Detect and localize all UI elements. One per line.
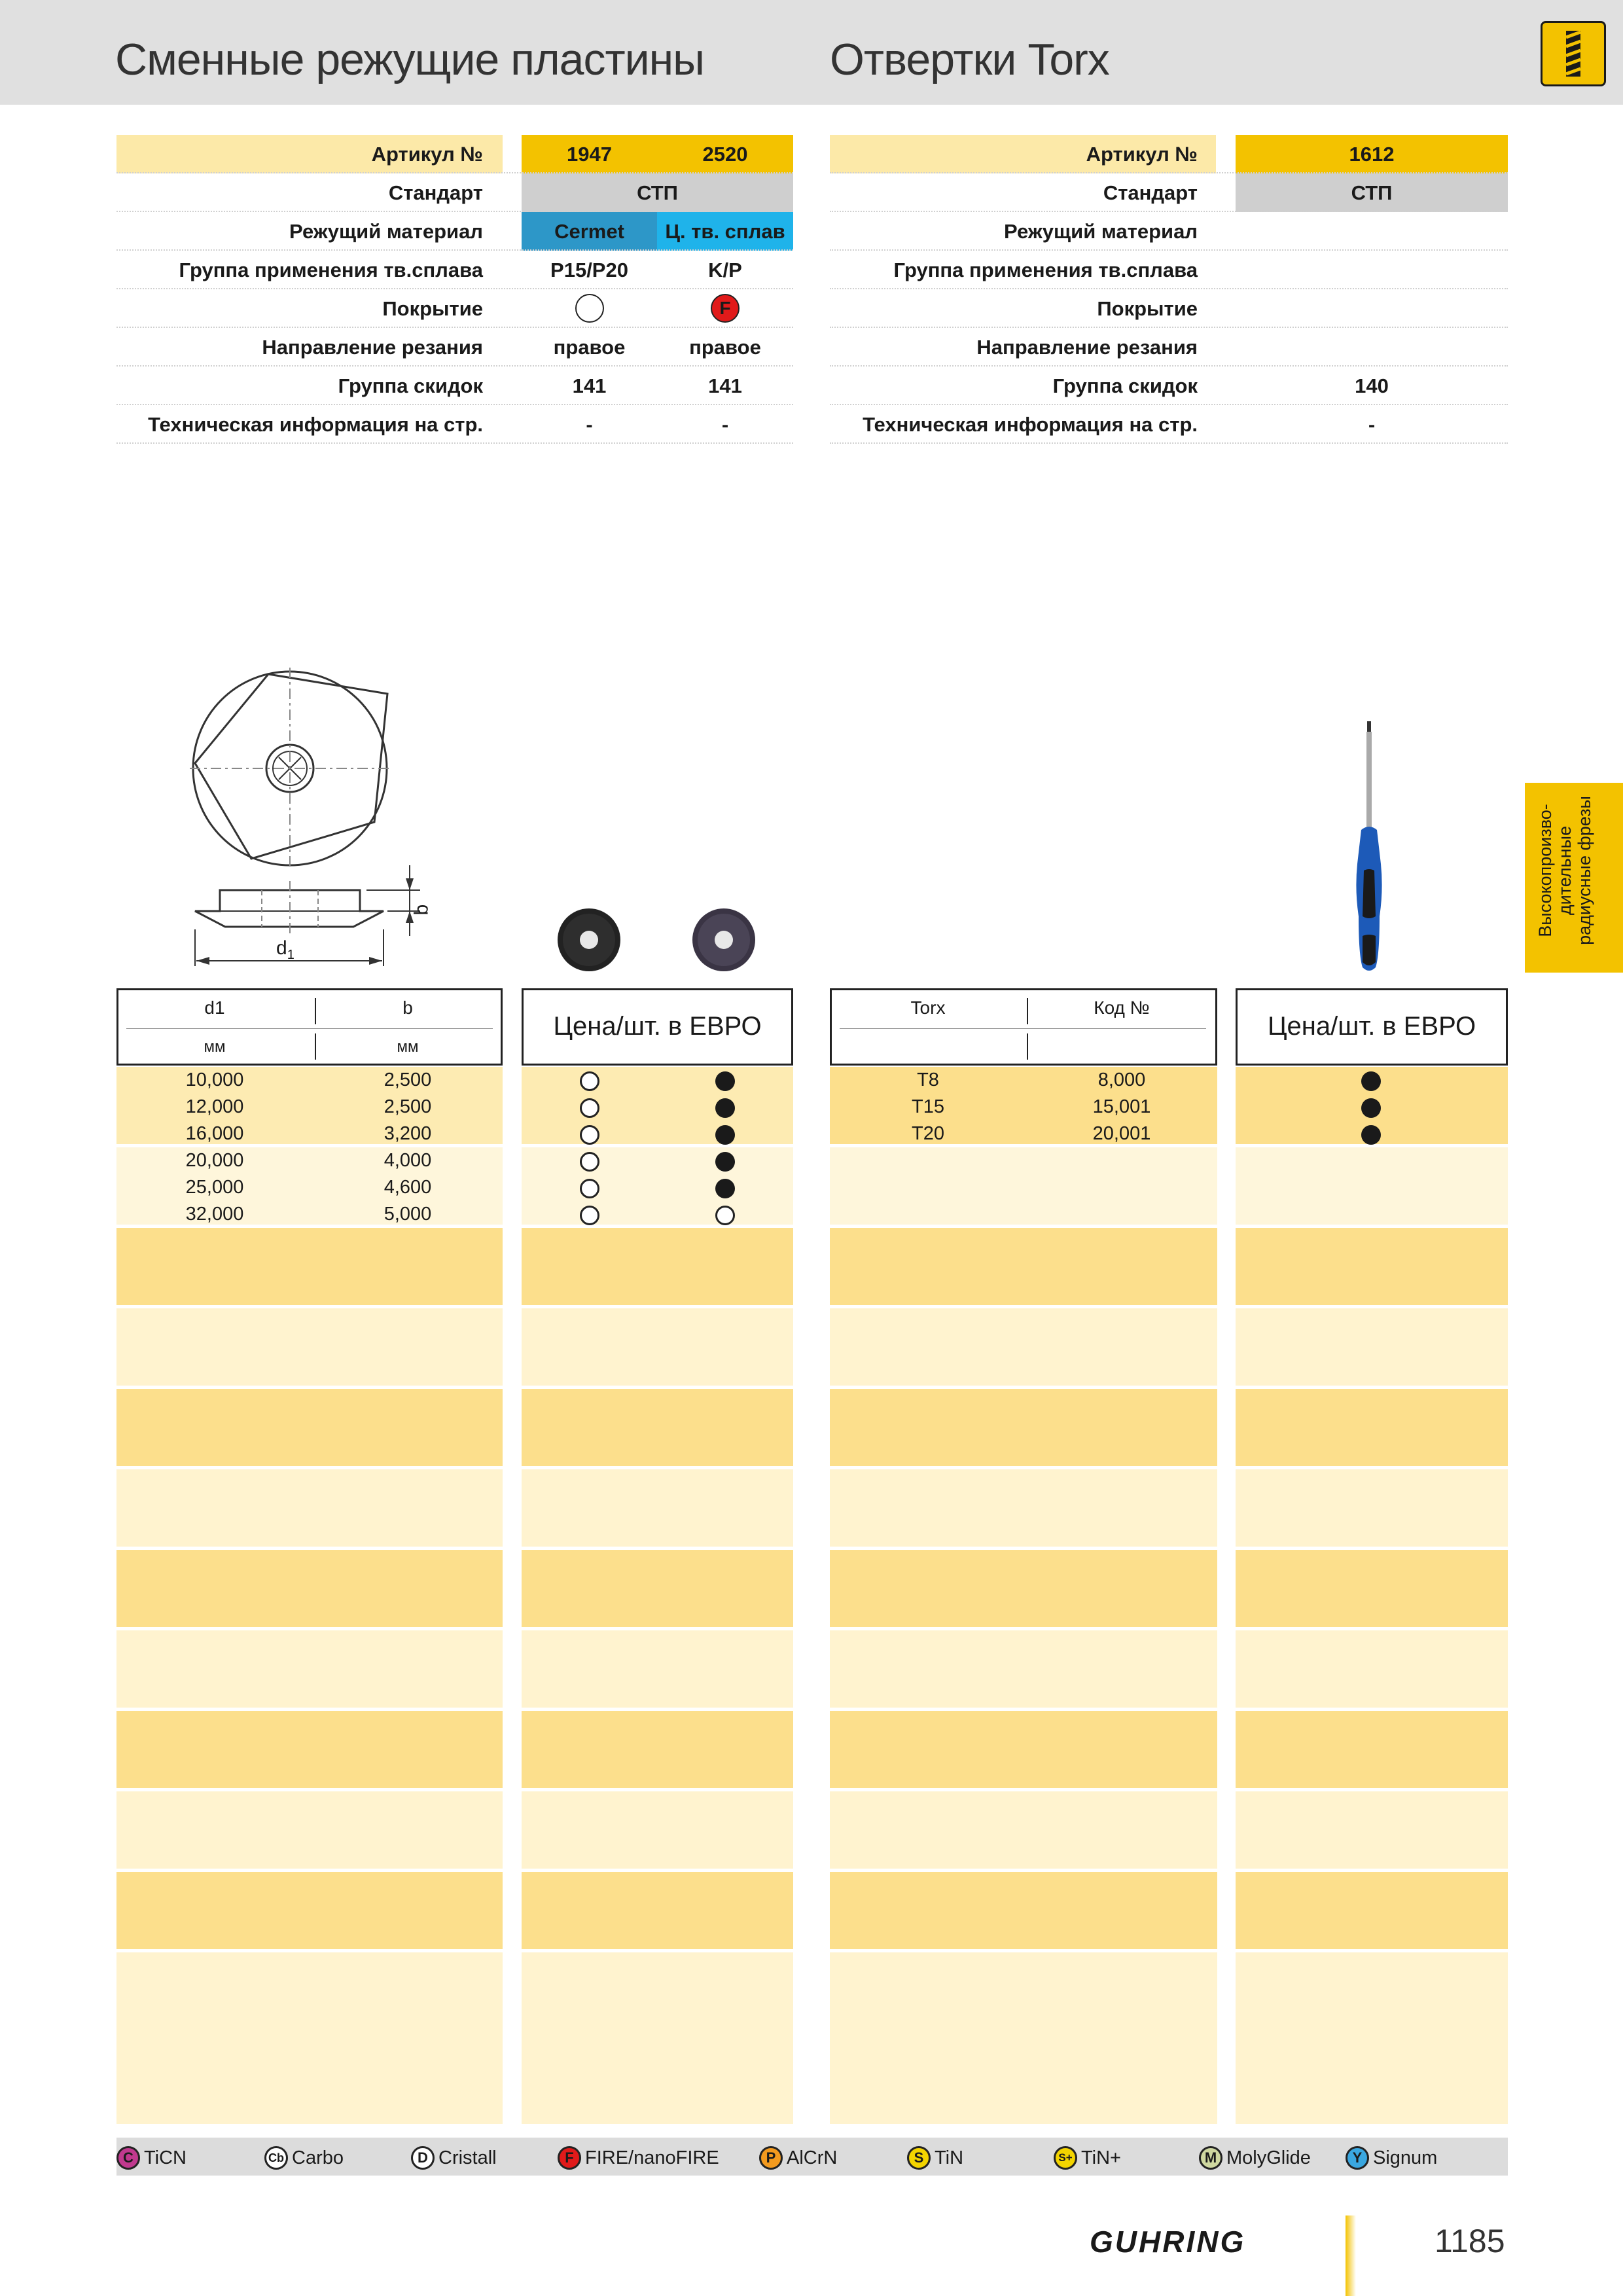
- table-band: [1236, 1952, 1508, 2124]
- table-band: [522, 1308, 793, 1386]
- table-row-d1: 10,000: [185, 1069, 244, 1090]
- article-1947: 1947: [567, 143, 612, 166]
- on-request-marker-icon: [580, 1152, 599, 1172]
- page-title-left: Сменные режущие пластины: [115, 35, 705, 84]
- legend-item: S TiN: [907, 2146, 963, 2170]
- on-request-marker-icon: [580, 1179, 599, 1198]
- table-band: [116, 1308, 503, 1386]
- col-d1-unit: мм: [204, 1038, 226, 1056]
- table-band: [522, 1550, 793, 1627]
- label-discount-r: Группа скидок: [1052, 374, 1198, 397]
- table-band: [1236, 1550, 1508, 1627]
- table-band: [830, 1228, 1217, 1305]
- table-row-b: 4,600: [383, 1177, 432, 1198]
- info-1: -: [586, 413, 593, 436]
- table-row-d1: 20,000: [185, 1150, 244, 1171]
- available-marker-icon: [715, 1098, 735, 1118]
- table-row-b: 2,500: [383, 1096, 432, 1117]
- coating-d-icon: D: [411, 2146, 435, 2170]
- cermet-insert-photo: [555, 906, 623, 974]
- page-number: 1185: [1435, 2223, 1505, 2259]
- dim-label-b: b: [410, 904, 433, 916]
- coating-p-icon: P: [759, 2146, 783, 2170]
- label-article-r: Артикул №: [1086, 143, 1198, 166]
- label-discount: Группа скидок: [338, 374, 483, 397]
- left-price-label: Цена/шт. в ЕВРО: [553, 1012, 762, 1041]
- legend-item: M MolyGlide: [1199, 2146, 1311, 2170]
- direction-1: правое: [553, 336, 626, 359]
- discount-r: 140: [1355, 374, 1389, 397]
- right-price-label: Цена/шт. в ЕВРО: [1267, 1012, 1476, 1041]
- table-row-b: 4,000: [383, 1150, 432, 1171]
- col-b-unit: мм: [397, 1038, 419, 1056]
- info-2: -: [721, 413, 729, 436]
- on-request-marker-icon: [580, 1125, 599, 1145]
- table-band: [116, 1872, 503, 1949]
- available-marker-icon: [715, 1152, 735, 1172]
- coating-f-icon: F: [558, 2146, 581, 2170]
- table-band: [830, 1147, 1217, 1225]
- label-group-r: Группа применения тв.сплава: [893, 259, 1198, 281]
- legend-item: Y Signum: [1346, 2146, 1437, 2170]
- table-band: [116, 1952, 503, 2124]
- legend-item: F FIRE/nanoFIRE: [558, 2146, 719, 2170]
- table-band: [830, 1872, 1217, 1949]
- legend-item: P AlCrN: [759, 2146, 837, 2170]
- material-carbide: Ц. тв. сплав: [665, 220, 785, 243]
- table-band: [830, 1550, 1217, 1627]
- table-row-torx: T20: [912, 1123, 944, 1144]
- label-article: Артикул №: [371, 143, 483, 166]
- table-band: [1236, 1147, 1508, 1225]
- info-r: -: [1368, 413, 1376, 436]
- carbide-insert-photo: [690, 906, 758, 974]
- label-standard: Стандарт: [388, 181, 483, 204]
- table-band: [116, 1630, 503, 1708]
- table-band: [522, 1067, 793, 1144]
- coating-c-icon: C: [116, 2146, 140, 2170]
- table-band: [522, 1228, 793, 1305]
- table-band: [1236, 1791, 1508, 1869]
- table-band: [830, 1711, 1217, 1788]
- material-cermet: Cermet: [554, 220, 624, 243]
- on-request-marker-icon: [580, 1206, 599, 1225]
- table-row-torx: T15: [912, 1096, 944, 1117]
- label-material: Режущий материал: [289, 220, 483, 243]
- label-group: Группа применения тв.сплава: [179, 259, 483, 281]
- on-request-marker-icon: [580, 1098, 599, 1118]
- coating-s-icon: S: [907, 2146, 931, 2170]
- table-band: [522, 1711, 793, 1788]
- table-band: [1236, 1228, 1508, 1305]
- group-2: K/P: [708, 259, 742, 281]
- coating-m-icon: M: [1199, 2146, 1222, 2170]
- table-row-code: 20,001: [1092, 1123, 1151, 1144]
- table-band: [1236, 1711, 1508, 1788]
- label-coating: Покрытие: [382, 297, 483, 320]
- label-standard-r: Стандарт: [1103, 181, 1198, 204]
- uncoated-icon: [575, 294, 604, 323]
- table-row-d1: 32,000: [185, 1204, 244, 1225]
- table-band: [830, 1308, 1217, 1386]
- table-band: [116, 1791, 503, 1869]
- discount-2: 141: [708, 374, 742, 397]
- table-band: [522, 1389, 793, 1466]
- drill-logo-icon: [1541, 21, 1606, 86]
- table-band: [522, 1952, 793, 2124]
- legend-item: C TiCN: [116, 2146, 187, 2170]
- label-coating-r: Покрытие: [1097, 297, 1198, 320]
- insert-technical-drawing: [183, 655, 445, 975]
- table-band: [522, 1469, 793, 1547]
- table-row-b: 5,000: [383, 1204, 432, 1225]
- table-row-code: 8,000: [1097, 1069, 1146, 1090]
- label-direction: Направление резания: [262, 336, 483, 359]
- table-band: [116, 1711, 503, 1788]
- legend-item: D Cristall: [411, 2146, 497, 2170]
- table-band: [116, 1228, 503, 1305]
- legend-item: S+ TiN+: [1054, 2146, 1121, 2170]
- group-1: P15/P20: [550, 259, 628, 281]
- table-band: [1236, 1872, 1508, 1949]
- table-band: [116, 1469, 503, 1547]
- available-marker-icon: [1361, 1098, 1381, 1118]
- fire-coating-icon: F: [711, 294, 740, 323]
- available-marker-icon: [1361, 1071, 1381, 1091]
- table-band: [1236, 1630, 1508, 1708]
- col-code: Код №: [1094, 997, 1150, 1018]
- legend-item: Cb Carbo: [264, 2146, 344, 2170]
- coating-y-icon: Y: [1346, 2146, 1369, 2170]
- available-marker-icon: [1361, 1125, 1381, 1145]
- table-row-torx: T8: [917, 1069, 939, 1090]
- page-title-right: Отвертки Torx: [830, 35, 1109, 84]
- table-row-d1: 12,000: [185, 1096, 244, 1117]
- label-info: Техническая информация на стр.: [148, 413, 483, 436]
- dim-label-d1: $d_1$: [276, 937, 294, 962]
- table-row-d1: 16,000: [185, 1123, 244, 1144]
- table-band: [830, 1389, 1217, 1466]
- direction-2: правое: [689, 336, 761, 359]
- col-d1: d1: [204, 997, 225, 1018]
- table-row-d1: 25,000: [185, 1177, 244, 1198]
- table-band: [522, 1791, 793, 1869]
- table-band: [830, 1630, 1217, 1708]
- standard-value-r: СТП: [1351, 181, 1393, 204]
- table-band: [1236, 1469, 1508, 1547]
- col-torx: Torx: [910, 997, 946, 1018]
- table-row-code: 15,001: [1092, 1096, 1151, 1117]
- available-marker-icon: [715, 1125, 735, 1145]
- table-band: [830, 1791, 1217, 1869]
- article-1612: 1612: [1349, 143, 1395, 166]
- available-marker-icon: [715, 1071, 735, 1091]
- col-b: b: [402, 997, 413, 1018]
- torx-screwdriver-photo: [1343, 720, 1395, 975]
- coating-cb-icon: Cb: [264, 2146, 288, 2170]
- brand-logo: GUHRING: [1090, 2225, 1246, 2259]
- table-band: [116, 1389, 503, 1466]
- label-direction-r: Направление резания: [976, 336, 1198, 359]
- table-band: [116, 1550, 503, 1627]
- article-2520: 2520: [702, 143, 748, 166]
- on-request-marker-icon: [580, 1071, 599, 1091]
- table-band: [830, 1952, 1217, 2124]
- table-band: [1236, 1308, 1508, 1386]
- table-band: [830, 1469, 1217, 1547]
- table-row-b: 2,500: [383, 1069, 432, 1090]
- standard-value: СТП: [637, 181, 678, 204]
- table-row-b: 3,200: [383, 1123, 432, 1144]
- table-band: [522, 1872, 793, 1949]
- side-tab-label: Высокопроизво-дительные радиусные фрезы: [1535, 796, 1594, 945]
- label-info-r: Техническая информация на стр.: [863, 413, 1198, 436]
- table-band: [1236, 1389, 1508, 1466]
- label-material-r: Режущий материал: [1004, 220, 1198, 243]
- coating-s-plus-icon: S+: [1054, 2146, 1077, 2170]
- footer-accent-bar: [1346, 2215, 1356, 2296]
- discount-1: 141: [572, 374, 607, 397]
- on-request-marker-icon: [715, 1206, 735, 1225]
- table-band: [522, 1147, 793, 1225]
- available-marker-icon: [715, 1179, 735, 1198]
- table-band: [522, 1630, 793, 1708]
